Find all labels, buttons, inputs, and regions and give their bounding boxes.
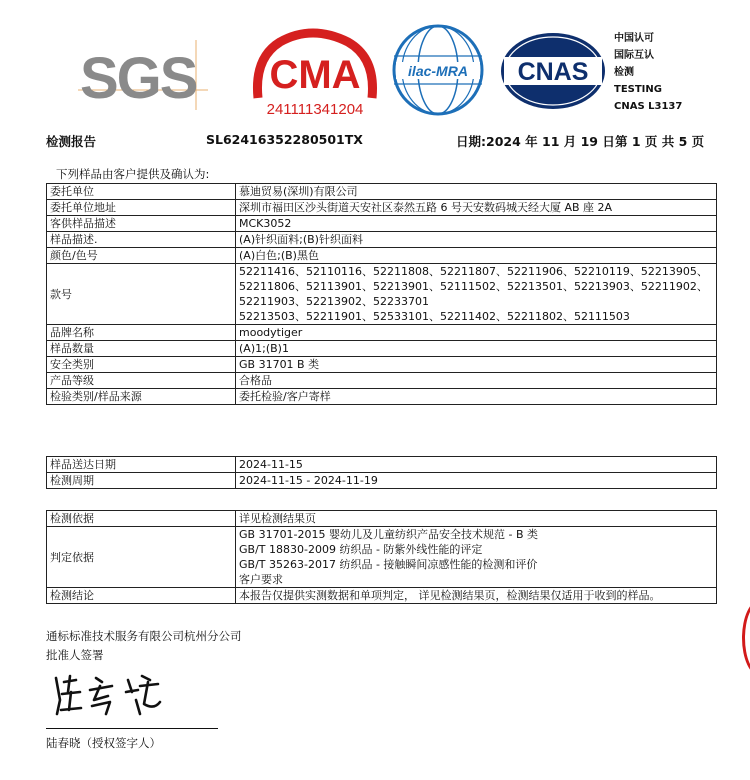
cnas-logo-text: CNAS bbox=[517, 58, 589, 86]
field-value-line: 客户要求 bbox=[239, 573, 283, 586]
field-value-line: MCK3052 bbox=[239, 217, 292, 230]
sample-info-table bbox=[46, 183, 717, 405]
accreditation-line: 中国认可 bbox=[614, 33, 654, 44]
cma-logo bbox=[250, 28, 380, 120]
field-label: 委托单位 bbox=[47, 184, 236, 200]
field-value-line: GB/T 35263-2017 纺织品 - 接触瞬间凉感性能的检测和评价 bbox=[239, 558, 538, 571]
field-value-line: moodytiger bbox=[239, 326, 303, 339]
ilac-logo-text: ilac-MRA bbox=[408, 63, 468, 79]
table-row bbox=[47, 473, 717, 489]
table-row bbox=[47, 184, 717, 200]
field-value-line: GB 31701-2015 婴幼儿及儿童纺织产品安全技术规范 - B 类 bbox=[239, 528, 539, 541]
field-value-line: 2024-11-15 bbox=[239, 458, 303, 471]
field-value bbox=[236, 588, 717, 604]
sgs-logo bbox=[78, 40, 208, 110]
table-row bbox=[47, 357, 717, 373]
field-label: 样品送达日期 bbox=[47, 457, 236, 473]
field-label: 委托单位地址 bbox=[47, 200, 236, 216]
accreditation-line: CNAS L3137 bbox=[614, 101, 683, 112]
field-value-line: 2024-11-15 - 2024-11-19 bbox=[239, 474, 378, 487]
field-value bbox=[236, 457, 717, 473]
field-label: 款号 bbox=[47, 264, 236, 325]
table-row bbox=[47, 457, 717, 473]
field-label: 检测周期 bbox=[47, 473, 236, 489]
field-value-line: 52213503、52211901、52533101、52211402、52211802、52111503 bbox=[239, 310, 630, 323]
field-label: 产品等级 bbox=[47, 373, 236, 389]
report-date: 日期:2024 年 11 月 19 日 bbox=[456, 134, 615, 149]
accreditation-line: TESTING bbox=[614, 84, 662, 95]
field-label: 检验类别/样品来源 bbox=[47, 389, 236, 405]
field-value-line: GB 31701 B 类 bbox=[239, 358, 320, 371]
table-row bbox=[47, 341, 717, 357]
field-value-line: GB/T 18830-2009 纺织品 - 防紫外线性能的评定 bbox=[239, 543, 483, 556]
table-row bbox=[47, 216, 717, 232]
field-value bbox=[236, 357, 717, 373]
table-row bbox=[47, 264, 717, 325]
table-row bbox=[47, 389, 717, 405]
field-value bbox=[236, 373, 717, 389]
field-value bbox=[236, 184, 717, 200]
sgs-logo-text: SGS bbox=[80, 46, 197, 110]
field-value-line: 详见检测结果页 bbox=[239, 512, 316, 525]
table-row bbox=[47, 248, 717, 264]
field-value bbox=[236, 473, 717, 489]
field-label: 样品数量 bbox=[47, 341, 236, 357]
field-value-line: 本报告仅提供实测数据和单项判定， 详见检测结果页，检测结果仅适用于收到的样品。 bbox=[239, 589, 661, 602]
table-row bbox=[47, 588, 717, 604]
field-value-line: 52211416、52110116、52211808、52211807、52211906、52210119、52213905、 bbox=[239, 265, 708, 278]
page-counter: 第 1 页 共 5 页 bbox=[615, 134, 705, 149]
field-value bbox=[236, 389, 717, 405]
field-label: 检测依据 bbox=[47, 511, 236, 527]
dates-table bbox=[46, 456, 717, 489]
table-row bbox=[47, 511, 717, 527]
field-value bbox=[236, 248, 717, 264]
field-value bbox=[236, 527, 717, 588]
field-label: 安全类别 bbox=[47, 357, 236, 373]
field-value bbox=[236, 325, 717, 341]
field-label: 判定依据 bbox=[47, 527, 236, 588]
table-row bbox=[47, 325, 717, 341]
report-number: SL62416352280501TX bbox=[206, 132, 363, 147]
table-row bbox=[47, 200, 717, 216]
accreditation-line: 国际互认 bbox=[614, 50, 654, 61]
cma-logo-text: CMA bbox=[269, 53, 361, 97]
field-value-line: 深圳市福田区沙头街道天安社区泰然五路 6 号天安数码城天经大厦 AB 座 2A bbox=[239, 201, 613, 214]
intro-text: 下列样品由客户提供及确认为: bbox=[56, 167, 210, 181]
field-label: 颜色/色号 bbox=[47, 248, 236, 264]
accreditation-text bbox=[614, 30, 682, 115]
field-value-line: 慕迪贸易(深圳)有限公司 bbox=[239, 185, 358, 198]
field-label: 检测结论 bbox=[47, 588, 236, 604]
field-value bbox=[236, 216, 717, 232]
field-value bbox=[236, 264, 717, 325]
field-label: 样品描述. bbox=[47, 232, 236, 248]
table-row bbox=[47, 373, 717, 389]
field-value-line: 52211806、52113901、52213901、52111502、52213501、52213903、52211902、 bbox=[239, 280, 708, 293]
field-label: 品牌名称 bbox=[47, 325, 236, 341]
field-value-line: 委托检验/客户寄样 bbox=[239, 390, 331, 403]
approver-label: 批准人签署 bbox=[46, 648, 104, 662]
field-label: 客供样品描述 bbox=[47, 216, 236, 232]
field-value-line: (A)针织面料;(B)针织面料 bbox=[239, 233, 363, 246]
cnas-logo bbox=[498, 30, 608, 112]
stamp-edge bbox=[742, 600, 750, 676]
field-value bbox=[236, 200, 717, 216]
table-row bbox=[47, 527, 717, 588]
cma-number: 241111341204 bbox=[266, 101, 364, 118]
handwritten-signature bbox=[50, 670, 165, 720]
field-value bbox=[236, 511, 717, 527]
signature-line bbox=[46, 728, 218, 729]
accreditation-line: 检测 bbox=[614, 67, 634, 78]
basis-table bbox=[46, 510, 717, 604]
field-value-line: 合格品 bbox=[239, 374, 272, 387]
field-value bbox=[236, 232, 717, 248]
lab-company-name: 通标标准技术服务有限公司杭州分公司 bbox=[46, 629, 242, 643]
report-title: 检测报告 bbox=[46, 134, 97, 149]
table-row bbox=[47, 232, 717, 248]
field-value bbox=[236, 341, 717, 357]
field-value-line: 52211903、52213902、52233701 bbox=[239, 295, 429, 308]
signer-name: 陆春晓（授权签字人） bbox=[46, 736, 161, 750]
field-value-line: (A)1;(B)1 bbox=[239, 342, 289, 355]
ilac-mra-logo bbox=[390, 22, 486, 118]
field-value-line: (A)白色;(B)黑色 bbox=[239, 249, 319, 262]
